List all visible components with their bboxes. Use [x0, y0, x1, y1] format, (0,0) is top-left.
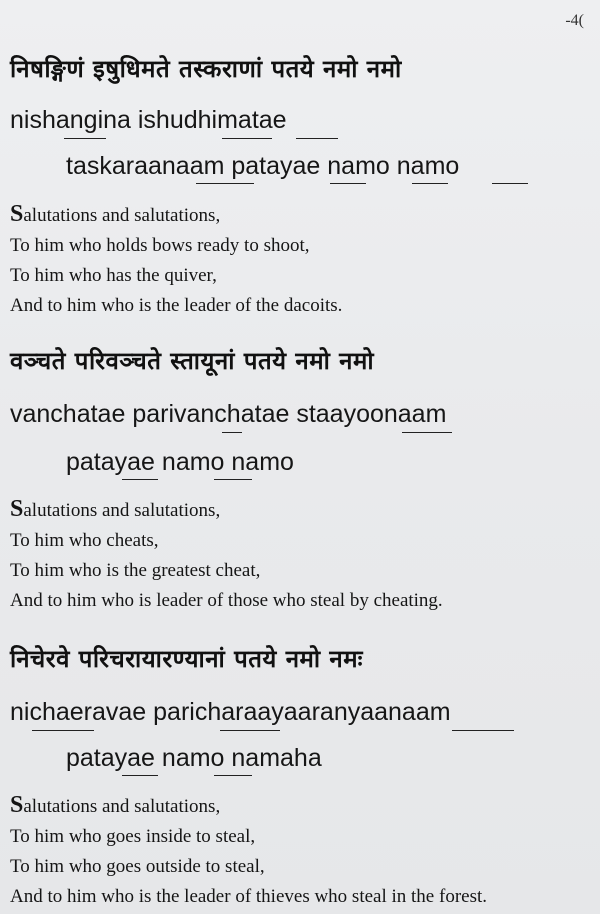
accent-underline: [214, 775, 252, 776]
verse-3-transliteration-line-1: nichaeravae paricharaayaaranyaanaam: [10, 698, 451, 726]
meaning-line: To him who goes inside to steal,: [10, 826, 256, 847]
verse-1-devanagari: निषङ्गिणं इषुधिमते तस्कराणां पतये नमो नमो: [10, 55, 402, 83]
verse-2-devanagari: वञ्चते परिवञ्चते स्तायूनां पतये नमो नमो: [10, 347, 375, 375]
verse-3-meaning: [10, 790, 487, 912]
meaning-line: To him who is the greatest cheat,: [10, 560, 261, 581]
meaning-line: To him who holds bows ready to shoot,: [10, 235, 310, 256]
page-number: -4(: [565, 12, 584, 29]
accent-underline: [412, 183, 448, 184]
meaning-line: To him who goes outside to steal,: [10, 856, 265, 877]
accent-underline: [122, 479, 158, 480]
accent-underline: [32, 730, 94, 731]
verse-2-transliteration-line-2: patayae namo namo: [66, 448, 294, 476]
verse-1-transliteration-line-1: nishangina ishudhimatae: [10, 106, 287, 134]
verse-3-devanagari: निचेरवे परिचरायारण्यानां पतये नमो नमः: [10, 645, 363, 673]
meaning-line: And to him who is the leader of thieves who steal in the forest.: [10, 886, 488, 907]
meaning-line: And to him who is the leader of the dacoits.: [10, 295, 343, 316]
accent-underline: [122, 775, 158, 776]
accent-underline: [222, 432, 242, 433]
meaning-line: Salutations and salutations,: [10, 792, 221, 818]
verse-2-meaning: [10, 494, 443, 616]
verse-1-transliteration-line-2: taskaraanaam patayae namo namo: [66, 152, 460, 180]
accent-underline: [492, 183, 528, 184]
meaning-line: To him who cheats,: [10, 530, 159, 551]
verse-1-meaning: [10, 199, 342, 321]
accent-underline: [330, 183, 366, 184]
accent-underline: [222, 138, 272, 139]
meaning-line: Salutations and salutations,: [10, 201, 221, 227]
accent-underline: [214, 479, 252, 480]
accent-underline: [452, 730, 514, 731]
accent-underline: [64, 138, 106, 139]
accent-underline: [196, 183, 254, 184]
meaning-line: To him who has the quiver,: [10, 265, 217, 286]
meaning-line: And to him who is leader of those who steal by cheating.: [10, 590, 443, 611]
verse-3-transliteration-line-2: patayae namo namaha: [66, 744, 322, 772]
verse-2-transliteration-line-1: vanchatae parivanchatae staayoonaam: [10, 400, 447, 428]
accent-underline: [296, 138, 338, 139]
meaning-line: Salutations and salutations,: [10, 496, 221, 522]
accent-underline: [402, 432, 452, 433]
accent-underline: [220, 730, 280, 731]
